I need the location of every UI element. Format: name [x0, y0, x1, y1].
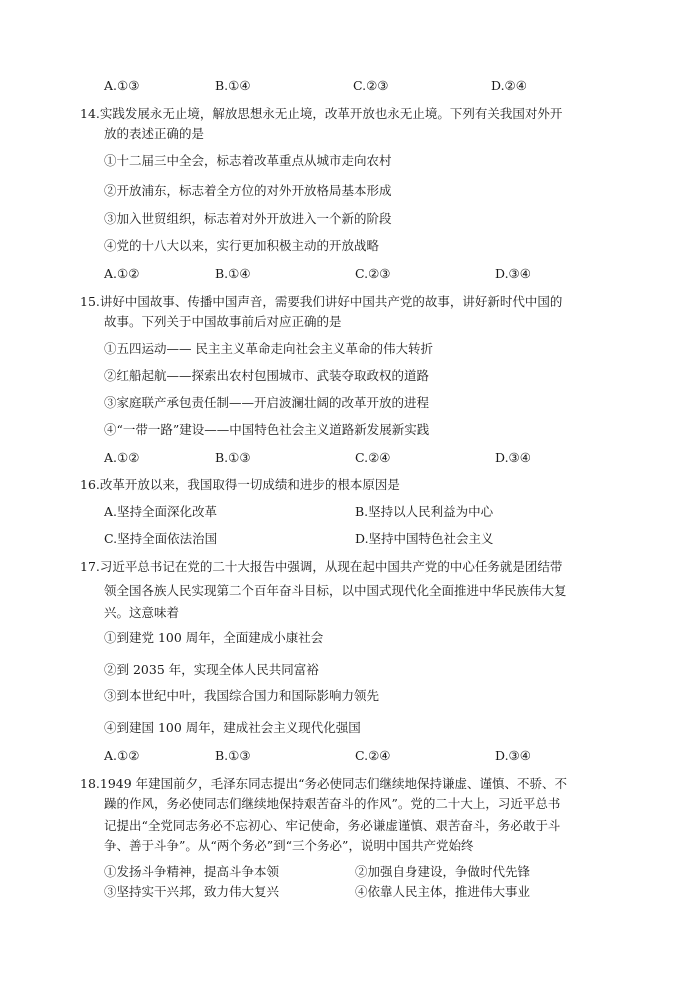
q17-item-2: ②到 2035 年，实现全体人民共同富裕 — [104, 662, 319, 677]
q17-option-a: A.①② — [104, 748, 140, 763]
q13-option-b: B.①④ — [215, 78, 251, 93]
q18-stem-line3: 记提出“全党同志务必不忘初心、牢记使命，务必谦虚谨慎、艰苦奋斗，务必敢于斗 — [104, 818, 561, 833]
q14-item-1: ①十二届三中全会，标志着改革重点从城市走向农村 — [104, 153, 392, 168]
q15-option-a: A.①② — [104, 450, 140, 465]
q16-option-a: A.坚持全面深化改革 — [104, 504, 218, 519]
q16-option-c: C.坚持全面依法治国 — [104, 531, 218, 546]
q17-item-1: ①到建党 100 周年，全面建成小康社会 — [104, 630, 324, 645]
q14-stem-line1: 14.实践发展永无止境，解放思想永无止境，改革开放也永无止境。下列有关我国对外开 — [80, 106, 563, 121]
q15-item-4: ④“一带一路”建设——中国特色社会主义道路新发展新实践 — [104, 422, 430, 437]
q18-stem-line4: 争、善于斗争”。从“两个务必”到“三个务必”，说明中国共产党始终 — [104, 838, 474, 853]
q17-option-b: B.①③ — [215, 748, 251, 763]
q18-item-2: ②加强自身建设，争做时代先锋 — [355, 864, 531, 879]
q17-option-c: C.②④ — [355, 748, 391, 763]
q13-option-c: C.②③ — [353, 78, 389, 93]
q14-item-2: ②开放浦东，标志着全方位的对外开放格局基本形成 — [104, 183, 392, 198]
q17-option-d: D.③④ — [495, 748, 531, 763]
q15-option-d: D.③④ — [495, 450, 531, 465]
q17-stem-line3: 兴。这意味着 — [104, 605, 180, 620]
q18-item-1: ①发扬斗争精神，提高斗争本领 — [104, 864, 280, 879]
q15-stem-line1: 15.讲好中国故事、传播中国声音，需要我们讲好中国共产党的故事，讲好新时代中国的 — [80, 294, 563, 309]
q14-option-c: C.②③ — [355, 266, 391, 281]
q17-item-3: ③到本世纪中叶，我国综合国力和国际影响力领先 — [104, 688, 380, 703]
q17-stem-line2: 领全国各族人民实现第二个百年奋斗目标，以中国式现代化全面推进中华民族伟大复 — [104, 583, 567, 598]
q14-option-b: B.①④ — [215, 266, 251, 281]
q14-item-4: ④党的十八大以来，实行更加积极主动的开放战略 — [104, 238, 380, 253]
q18-item-3: ③坚持实干兴邦，致力伟大复兴 — [104, 884, 280, 899]
q14-option-d: D.③④ — [495, 266, 531, 281]
q18-stem-line1: 18.1949 年建国前夕，毛泽东同志提出“务必使同志们继续地保持谦虚、谨慎、不骄、不 — [80, 776, 568, 791]
q13-option-d: D.②④ — [491, 78, 527, 93]
q16-option-b: B.坚持以人民利益为中心 — [355, 504, 494, 519]
q14-option-a: A.①② — [104, 266, 140, 281]
q17-item-4: ④到建国 100 周年，建成社会主义现代化强国 — [104, 720, 361, 735]
q15-option-b: B.①③ — [215, 450, 251, 465]
q13-option-a: A.①③ — [104, 78, 140, 93]
q15-item-1: ①五四运动—— 民主主义革命走向社会主义革命的伟大转折 — [104, 341, 433, 356]
q16-option-d: D.坚持中国特色社会主义 — [355, 531, 494, 546]
q15-option-c: C.②④ — [355, 450, 391, 465]
q15-stem-line2: 故事。下列关于中国故事前后对应正确的是 — [104, 314, 342, 329]
q15-item-2: ②红船起航——探索出农村包围城市、武装夺取政权的道路 — [104, 368, 430, 383]
q16-stem-line1: 16.改革开放以来，我国取得一切成绩和进步的根本原因是 — [80, 477, 400, 492]
q15-item-3: ③家庭联产承包责任制——开启波澜壮阔的改革开放的进程 — [104, 395, 430, 410]
q17-stem-line1: 17.习近平总书记在党的二十大报告中强调，从现在起中国共产党的中心任务就是团结带 — [80, 559, 563, 574]
q14-item-3: ③加入世贸组织，标志着对外开放进入一个新的阶段 — [104, 211, 392, 226]
q14-stem-line2: 放的表述正确的是 — [104, 126, 205, 141]
q18-item-4: ④依靠人民主体，推进伟大事业 — [355, 884, 531, 899]
q18-stem-line2: 躁的作风，务必使同志们继续地保持艰苦奋斗的作风”。党的二十大上，习近平总书 — [104, 796, 561, 811]
